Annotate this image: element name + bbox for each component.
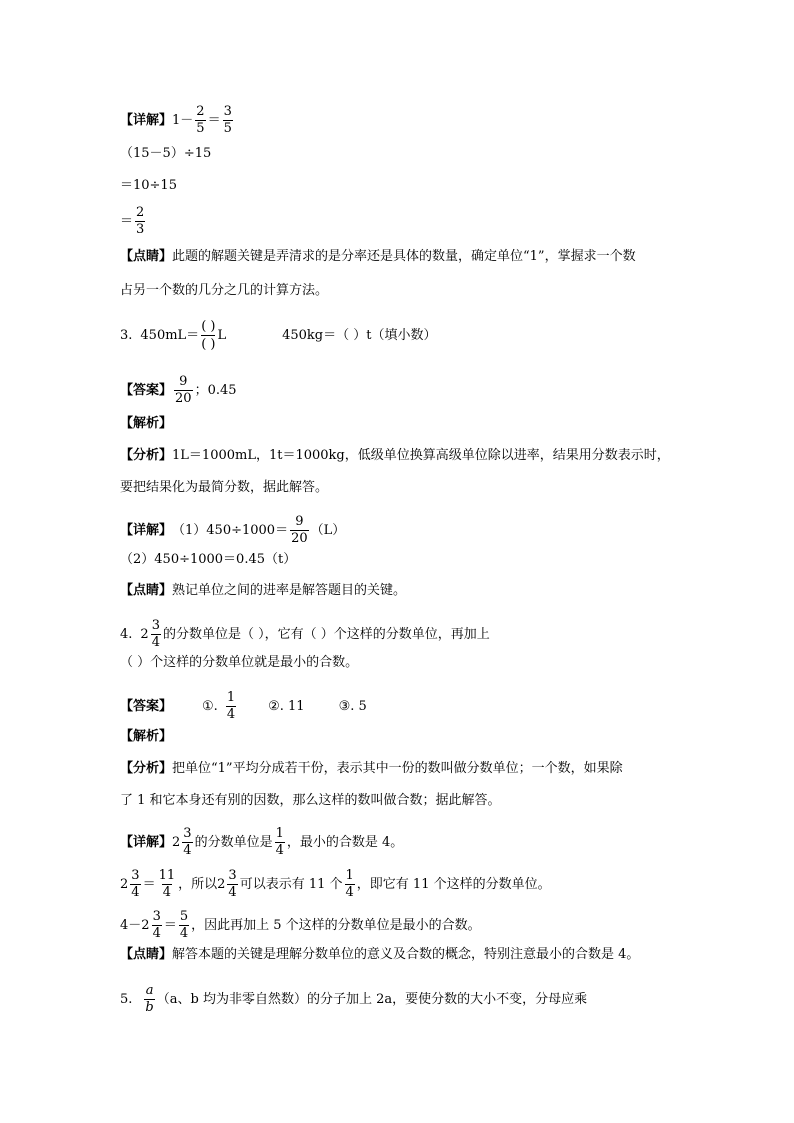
analysis-line-1: 【分析】 把单位“1”平均分成若干份，表示其中一份的数叫做分数单位；一个数，如果除 [120, 761, 623, 776]
point-tag: 【点睛】 [120, 583, 173, 598]
calc-line-3: ＝10÷15 [120, 178, 177, 193]
point-line: 【点睛】 熟记单位之间的进率是解答题目的关键。 [120, 583, 407, 598]
mixed-number: 2 $\frac{3}{4}$ [172, 826, 192, 858]
question-4-line-2: （ ）个这样的分数单位就是最小的合数。 [120, 655, 359, 670]
analysis-line-2: 了 1 和它本身还有别的因数，那么这样的数叫做合数；据此解答。 [120, 793, 501, 808]
fraction: $\frac{1}{4}$ [275, 826, 284, 858]
analysis-line-2: 要把结果化为最简分数，据此解答。 [120, 480, 329, 495]
question-5: 5. $\frac{a}{b}$ （a、b 均为非零自然数）的分子加上 2a，要使分数的大小不变，分母应乘 [120, 983, 588, 1015]
detail-line-1: 【详解】 1－ $\frac{2}{5}$ ＝ $\frac{3}{5}$ [120, 104, 232, 136]
detail-tag: 【详解】 [120, 112, 173, 128]
question-number: 5. [120, 991, 133, 1007]
fraction: $\frac{1}{4}$ [345, 868, 354, 900]
answer-line: 【答案】 ①. $\frac{1}{4}$ ②. 11 ③. 5 [120, 690, 367, 722]
point-line-1: 【点睛】 此题的解题关键是弄清求的是分率还是具体的数量，确定单位“1”，掌握求一个数 [120, 249, 636, 264]
analysis-tag: 【解析】 [120, 416, 173, 431]
detail-tag: 【详解】 [120, 522, 173, 538]
answer-tag: 【答案】 [120, 382, 173, 398]
fraction: $\frac{a}{b}$ [145, 983, 154, 1015]
analysis-line-1: 【分析】 1L＝1000mL，1t＝1000kg，低级单位换算高级单位除以进率，结果用分数表示时， [120, 448, 670, 463]
detail-tag: 【详解】 [120, 834, 173, 850]
question-number: 4. [120, 626, 133, 642]
calc-line-2: （15－5）÷15 [120, 146, 212, 161]
analysis-sub-tag: 【分析】 [120, 761, 173, 776]
analysis-sub-tag: 【分析】 [120, 448, 173, 463]
answer-tag: 【答案】 [120, 698, 173, 714]
fraction: $\frac{9}{20}$ [175, 374, 192, 406]
detail-line-2: （2）450÷1000＝0.45（t） [120, 552, 297, 567]
question-4-line-1: 4. 2 $\frac{3}{4}$ 的分数单位是（ ），它有（ ）个这样的分数单位，再加上 [120, 618, 490, 650]
detail-line-3: 4－ 2 $\frac{3}{4}$ ＝ $\frac{5}{4}$ ，因此再加上 5 个这样的分数单位是最小的合数。 [120, 909, 481, 941]
fraction: $\frac{1}{4}$ [226, 690, 236, 722]
calc-line-4: ＝ $\frac{2}{3}$ [120, 205, 145, 237]
fraction: $\frac{9}{20}$ [291, 514, 308, 546]
question-number: 3. [120, 327, 133, 343]
fraction: $\frac{11}{4}$ [158, 868, 176, 900]
mixed-number: 2 $\frac{3}{4}$ [217, 868, 237, 900]
fraction: $\frac{2}{3}$ [136, 205, 145, 237]
fraction: $\frac{3}{5}$ [223, 104, 232, 136]
detail-line: 【详解】 （1）450÷1000＝ $\frac{9}{20}$ （L） [120, 514, 346, 546]
fraction: $\frac{2}{5}$ [196, 104, 205, 136]
point-tag: 【点睛】 [120, 249, 173, 264]
analysis-tag: 【解析】 [120, 729, 173, 744]
point-tag: 【点睛】 [120, 947, 173, 962]
blank-fraction[interactable]: $\frac{( )}{( )}$ [201, 319, 216, 352]
mixed-number: 2 $\frac{3}{4}$ [140, 618, 160, 650]
point-line-2: 占另一个数的几分之几的计算方法。 [120, 283, 329, 298]
mixed-number: 2 $\frac{3}{4}$ [141, 909, 161, 941]
question-3: 3. 450mL＝ $\frac{( )}{( )}$ L 450kg＝（ ）t（填小数） [120, 319, 437, 352]
detail-line-1: 【详解】 2 $\frac{3}{4}$ 的分数单位是 $\frac{1}{4}$ ，最小的合数是 4。 [120, 826, 404, 858]
detail-line-2: 2 $\frac{3}{4}$ ＝ $\frac{11}{4}$ ，所以 2 $\frac{3}{4}$ 可以表示有 11 个 $\frac{1}{4}$ ，即它有 11 个这样的分数单位。 [120, 868, 551, 900]
fraction: $\frac{5}{4}$ [179, 909, 189, 941]
answer-line: 【答案】 $\frac{9}{20}$ ；0.45 [120, 374, 237, 406]
point-line: 【点睛】 解答本题的关键是理解分数单位的意义及合数的概念，特别注意最小的合数是 4。 [120, 947, 640, 962]
mixed-number: 2 $\frac{3}{4}$ [120, 868, 140, 900]
